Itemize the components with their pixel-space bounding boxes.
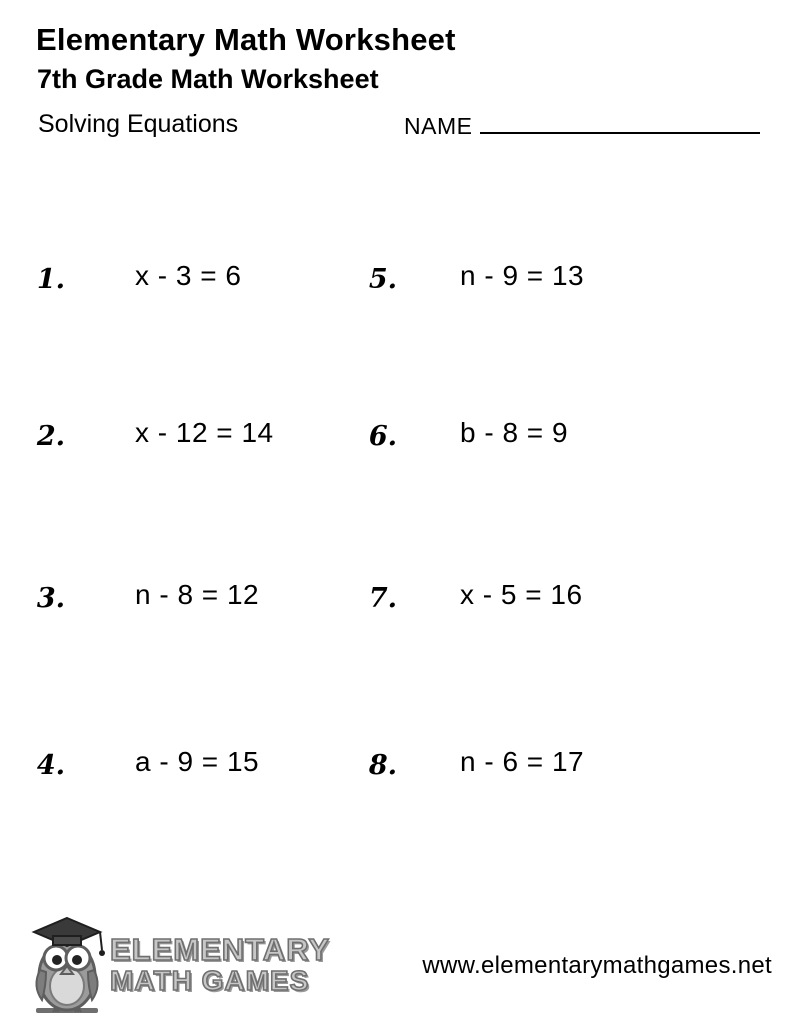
website-url: www.elementarymathgames.net xyxy=(422,952,772,979)
logo-line-2: MATH GAMES xyxy=(110,964,310,996)
site-logo xyxy=(26,912,330,1016)
problem-equation: b - 8 = 9 xyxy=(460,417,569,448)
problem-number: 5. xyxy=(368,264,397,295)
problem-equation: n - 8 = 12 xyxy=(135,579,260,610)
problem-equation: x - 3 = 6 xyxy=(135,260,242,291)
worksheet-subtitle: 7th Grade Math Worksheet xyxy=(37,64,379,94)
problem-number: 6. xyxy=(368,421,397,452)
worksheet-title: Elementary Math Worksheet xyxy=(36,22,456,57)
problem-number: 7. xyxy=(368,583,397,614)
problem-number: 8. xyxy=(368,750,397,781)
problem-equation: x - 12 = 14 xyxy=(135,417,274,448)
name-row xyxy=(404,110,760,140)
problem-equation: n - 6 = 17 xyxy=(460,746,585,777)
section-title: Solving Equations xyxy=(38,110,239,138)
problem-number: 2. xyxy=(36,421,65,452)
problem-number: 3. xyxy=(36,583,65,614)
logo-line-1: ELEMENTARY xyxy=(110,931,331,967)
problem-number: 1. xyxy=(36,264,65,295)
problem-number: 4. xyxy=(36,750,65,781)
name-label: NAME xyxy=(404,113,473,139)
name-blank-line xyxy=(480,110,760,134)
problem-equation: x - 5 = 16 xyxy=(460,579,583,610)
owl-mascot-icon xyxy=(26,912,108,1016)
logo-wordmark xyxy=(110,931,331,996)
problem-equation: n - 9 = 13 xyxy=(460,260,585,291)
problem-equation: a - 9 = 15 xyxy=(135,746,260,777)
